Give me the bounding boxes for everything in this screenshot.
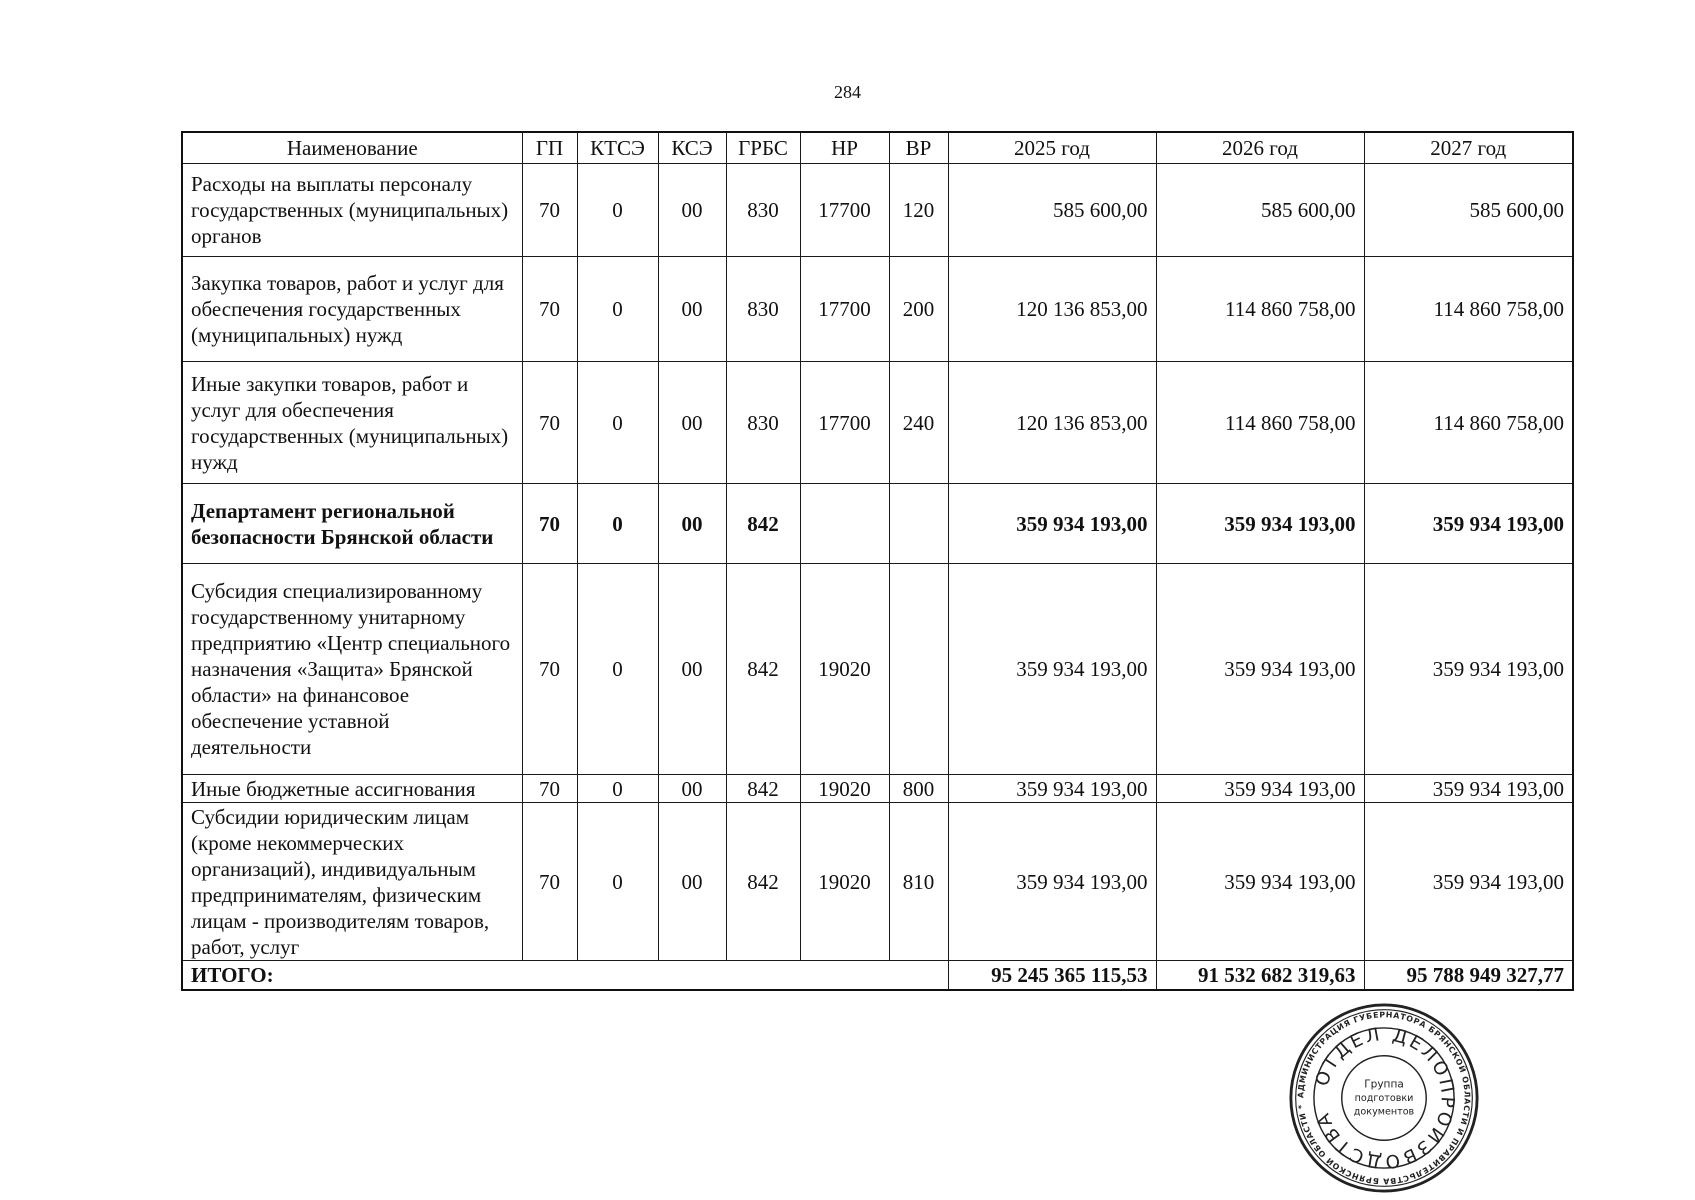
row-nr: 19020: [800, 803, 889, 961]
row-2025: 120 136 853,00: [948, 362, 1156, 484]
row-gp: 70: [522, 362, 577, 484]
budget-table: [181, 131, 1574, 991]
row-nr: 17700: [800, 257, 889, 362]
row-kse: 00: [658, 803, 726, 961]
row-vr: [889, 564, 948, 775]
header-cell: Наименование: [182, 132, 522, 164]
total-label: ИТОГО:: [182, 961, 948, 991]
row-grbs: 842: [726, 484, 800, 564]
row-2027: 359 934 193,00: [1364, 803, 1573, 961]
stamp-outer-text: АДМИНИСТРАЦИЯ ГУБЕРНАТОРА БРЯНСКОЙ ОБЛАСТИ И ПРАВИТЕЛЬСТВА БРЯНСКОЙ ОБЛАСТИ *: [1296, 1010, 1472, 1186]
row-name: Закупка товаров, работ и услуг для обеспечения государственных (муниципальных) нужд: [182, 257, 522, 362]
row-2026: 359 934 193,00: [1156, 484, 1364, 564]
row-name: Расходы на выплаты персоналу государственных (муниципальных) органов: [182, 164, 522, 257]
header-cell: 2026 год: [1156, 132, 1364, 164]
row-ktse: 0: [577, 362, 658, 484]
table-total-row: [182, 961, 1573, 991]
header-cell: ГРБС: [726, 132, 800, 164]
row-kse: 00: [658, 362, 726, 484]
row-vr: 810: [889, 803, 948, 961]
header-cell: ВР: [889, 132, 948, 164]
table-row: [182, 564, 1573, 775]
header-cell: КСЭ: [658, 132, 726, 164]
row-2027: 114 860 758,00: [1364, 257, 1573, 362]
row-2026: 114 860 758,00: [1156, 362, 1364, 484]
row-name: Департамент региональной безопасности Брянской области: [182, 484, 522, 564]
row-gp: 70: [522, 164, 577, 257]
row-nr: 17700: [800, 362, 889, 484]
row-nr: 17700: [800, 164, 889, 257]
row-kse: 00: [658, 775, 726, 803]
stamp-center-line: Группа: [1364, 1078, 1404, 1091]
row-2027: 359 934 193,00: [1364, 564, 1573, 775]
row-ktse: 0: [577, 775, 658, 803]
row-grbs: 830: [726, 164, 800, 257]
row-grbs: 830: [726, 257, 800, 362]
row-gp: 70: [522, 803, 577, 961]
table-row: [182, 164, 1573, 257]
row-2025: 120 136 853,00: [948, 257, 1156, 362]
row-2026: 359 934 193,00: [1156, 564, 1364, 775]
row-2026: 585 600,00: [1156, 164, 1364, 257]
row-kse: 00: [658, 484, 726, 564]
row-nr: 19020: [800, 564, 889, 775]
row-kse: 00: [658, 164, 726, 257]
table-header-row: [182, 132, 1573, 164]
office-stamp: [1288, 1002, 1480, 1194]
row-ktse: 0: [577, 257, 658, 362]
row-kse: 00: [658, 257, 726, 362]
row-ktse: 0: [577, 803, 658, 961]
row-2027: 114 860 758,00: [1364, 362, 1573, 484]
row-vr: [889, 484, 948, 564]
row-name: Иные бюджетные ассигнования: [182, 775, 522, 803]
row-2027: 585 600,00: [1364, 164, 1573, 257]
header-cell: 2025 год: [948, 132, 1156, 164]
row-vr: 240: [889, 362, 948, 484]
row-grbs: 830: [726, 362, 800, 484]
total-2026: 91 532 682 319,63: [1156, 961, 1364, 991]
header-cell: КТСЭ: [577, 132, 658, 164]
table-row-department: [182, 484, 1573, 564]
stamp-ring-text: ОТДЕЛ ДЕЛОПРОИЗВОДСТВА: [1311, 1024, 1458, 1172]
row-2025: 359 934 193,00: [948, 803, 1156, 961]
table-row: [182, 775, 1573, 803]
row-2025: 359 934 193,00: [948, 484, 1156, 564]
row-kse: 00: [658, 564, 726, 775]
header-cell: 2027 год: [1364, 132, 1573, 164]
row-vr: 800: [889, 775, 948, 803]
header-cell: НР: [800, 132, 889, 164]
row-2025: 585 600,00: [948, 164, 1156, 257]
row-2025: 359 934 193,00: [948, 775, 1156, 803]
stamp-center-line: подготовки: [1354, 1092, 1414, 1104]
row-2027: 359 934 193,00: [1364, 775, 1573, 803]
page-number: 284: [834, 82, 861, 102]
header-cell: ГП: [522, 132, 577, 164]
row-2026: 359 934 193,00: [1156, 775, 1364, 803]
row-2027: 359 934 193,00: [1364, 484, 1573, 564]
row-grbs: 842: [726, 564, 800, 775]
stamp-center-line: документов: [1353, 1106, 1415, 1118]
row-name: Субсидии юридическим лицам (кроме некоммерческих организаций), индивидуальным предпринимателям, физическим лицам - производителям товаров, работ, услуг: [182, 803, 522, 961]
row-nr: [800, 484, 889, 564]
row-2025: 359 934 193,00: [948, 564, 1156, 775]
row-nr: 19020: [800, 775, 889, 803]
row-grbs: 842: [726, 803, 800, 961]
row-name: Субсидия специализированному государственному унитарному предприятию «Центр специального назначения «Защита» Брянской области» на финансовое обеспечение уставной деятельности: [182, 564, 522, 775]
row-ktse: 0: [577, 164, 658, 257]
table-row: [182, 362, 1573, 484]
row-2026: 359 934 193,00: [1156, 803, 1364, 961]
row-ktse: 0: [577, 484, 658, 564]
row-vr: 200: [889, 257, 948, 362]
row-gp: 70: [522, 484, 577, 564]
table-row: [182, 803, 1573, 961]
row-name: Иные закупки товаров, работ и услуг для обеспечения государственных (муниципальных) нужд: [182, 362, 522, 484]
table-row: [182, 257, 1573, 362]
row-ktse: 0: [577, 564, 658, 775]
row-vr: 120: [889, 164, 948, 257]
row-grbs: 842: [726, 775, 800, 803]
row-gp: 70: [522, 775, 577, 803]
row-2026: 114 860 758,00: [1156, 257, 1364, 362]
total-2027: 95 788 949 327,77: [1364, 961, 1573, 991]
row-gp: 70: [522, 257, 577, 362]
row-gp: 70: [522, 564, 577, 775]
total-2025: 95 245 365 115,53: [948, 961, 1156, 991]
